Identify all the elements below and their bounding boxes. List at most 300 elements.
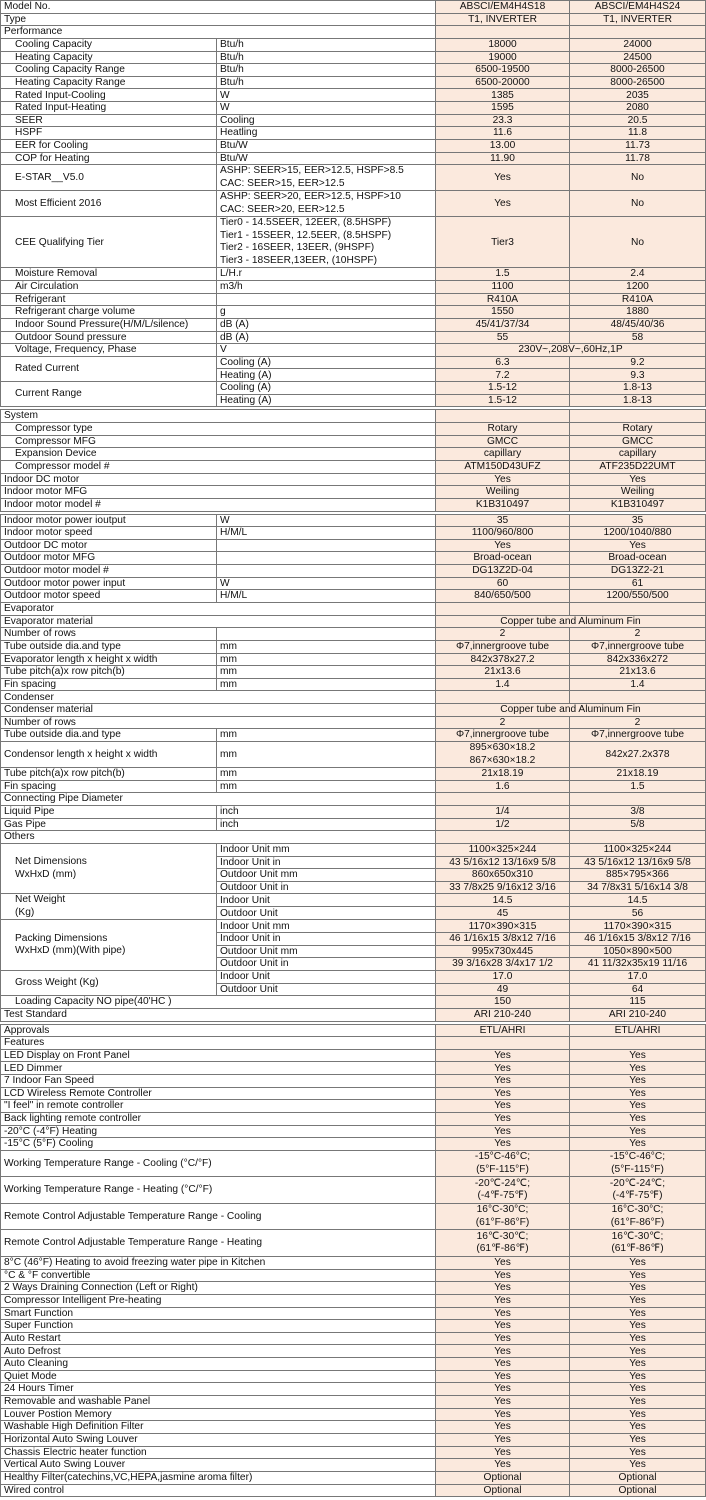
- row-label: CEE Qualifying Tier: [1, 217, 217, 268]
- table-row: [1, 577, 706, 590]
- cell-line: CAC: SEER>20, EER>12.5: [220, 203, 345, 215]
- table-row: [1, 831, 706, 844]
- value-model-b: ATF235D22UMT: [570, 460, 706, 473]
- table-row: [1, 1150, 706, 1177]
- table-row: [1, 653, 706, 666]
- row-unit: inch: [217, 805, 436, 818]
- row-label: Remote Control Adjustable Temperature Range - Heating: [1, 1230, 436, 1257]
- cell-line: (-4℉-75℉): [477, 1190, 528, 1202]
- row-unit: Heating (A): [217, 394, 436, 407]
- table-row: [1, 1100, 706, 1113]
- row-label: Evaporator length x height x width: [1, 653, 217, 666]
- value-model-a: 2: [436, 716, 570, 729]
- value-model-a: 1385: [436, 89, 570, 102]
- row-label: Healthy Filter(catechins,VC,HEPA,jasmine aroma filter): [1, 1471, 436, 1484]
- row-label: Wired control: [1, 1484, 436, 1497]
- value-model-b: 34 7/8x31 5/16x14 3/8: [570, 881, 706, 894]
- row-unit: mm: [217, 742, 436, 768]
- row-unit: mm: [217, 678, 436, 691]
- row-label: Compressor model #: [1, 460, 436, 473]
- row-label: Fin spacing: [1, 678, 217, 691]
- value-model-b: Yes: [570, 1320, 706, 1333]
- row-unit: Btu/h: [217, 38, 436, 51]
- value-model-a: K1B310497: [436, 498, 570, 511]
- row-unit: Outdoor Unit in: [217, 958, 436, 971]
- value-model-a: 45: [436, 907, 570, 920]
- value-model-a: Yes: [436, 1087, 570, 1100]
- cell-line: Tier1 - 15SEER, 12.5EER, (8.5HSPF): [220, 229, 392, 241]
- table-row: [1, 1075, 706, 1088]
- value-model-a: Yes: [436, 1100, 570, 1113]
- cell-line: (5°F-115°F): [476, 1163, 529, 1175]
- value-model-b: 20.5: [570, 114, 706, 127]
- row-unit: H/M/L: [217, 590, 436, 603]
- row-label: Indoor Sound Pressure(H/M/L/silence): [1, 318, 217, 331]
- row-label: Current Range: [1, 382, 217, 407]
- row-unit: W: [217, 89, 436, 102]
- empty-cell: [436, 602, 570, 615]
- table-row: [1, 1230, 706, 1257]
- value-model-b: Yes: [570, 1345, 706, 1358]
- cell-line: CAC: SEER>15, EER>12.5: [220, 177, 345, 189]
- table-row: [1, 716, 706, 729]
- value-model-b: Yes: [570, 1269, 706, 1282]
- value-model-a: Φ7,innergroove tube: [436, 729, 570, 742]
- row-label: Type: [1, 13, 436, 26]
- table-row: [1, 1471, 706, 1484]
- value-model-a: 1/4: [436, 805, 570, 818]
- cell-line: 16°C-30°C;: [476, 1204, 529, 1216]
- table-row: [1, 1446, 706, 1459]
- value-model-a: Yes: [436, 1421, 570, 1434]
- model-b-header: ABSCI/EM4H4S24: [570, 1, 706, 14]
- table-row: [1, 1358, 706, 1371]
- value-model-a: GMCC: [436, 435, 570, 448]
- value-model-b: K1B310497: [570, 498, 706, 511]
- row-label: Indoor motor speed: [1, 527, 217, 540]
- empty-cell: [436, 26, 570, 39]
- table-row: [1, 666, 706, 679]
- row-label: Outdoor DC motor: [1, 539, 217, 552]
- value-model-b: 8000-26500: [570, 76, 706, 89]
- value-model-b: 2035: [570, 89, 706, 102]
- value-model-a: 45/41/37/34: [436, 318, 570, 331]
- value-model-b: No: [570, 165, 706, 191]
- table-row: [1, 1370, 706, 1383]
- row-unit: Indoor Unit mm: [217, 920, 436, 933]
- row-unit: Outdoor Unit: [217, 907, 436, 920]
- value-model-b: 2.4: [570, 268, 706, 281]
- table-row: [1, 971, 706, 984]
- value-model-a: Tier3: [436, 217, 570, 268]
- table-row: [1, 1087, 706, 1100]
- row-label: Auto Cleaning: [1, 1358, 436, 1371]
- row-label: Loading Capacity NO pipe(40'HC ): [1, 996, 436, 1009]
- row-unit: Btu/h: [217, 51, 436, 64]
- row-label: Tube outside dia.and type: [1, 729, 217, 742]
- table-row: [1, 805, 706, 818]
- table-row: [1, 127, 706, 140]
- row-label: Rated Input-Cooling: [1, 89, 217, 102]
- table-row: [1, 1008, 706, 1021]
- value-model-a: Yes: [436, 539, 570, 552]
- row-label: Tube pitch(a)x row pitch(b): [1, 768, 217, 781]
- table-row: [1, 165, 706, 191]
- value-model-a: Yes: [436, 1358, 570, 1371]
- table-row: [1, 293, 706, 306]
- row-label: Air Circulation: [1, 280, 217, 293]
- table-row: [1, 527, 706, 540]
- table-row: [1, 602, 706, 615]
- row-label: LED Dimmer: [1, 1062, 436, 1075]
- value-model-a: 6500-20000: [436, 76, 570, 89]
- value-model-a: 1.4: [436, 678, 570, 691]
- cell-line: -20℃-24℃;: [609, 1177, 666, 1189]
- value-model-a: 1/2: [436, 818, 570, 831]
- value-model-b: 24500: [570, 51, 706, 64]
- row-unit: dB (A): [217, 318, 436, 331]
- table-row: [1, 1332, 706, 1345]
- value-model-a: 35: [436, 514, 570, 527]
- value-model-a: Yes: [436, 165, 570, 191]
- value-model-a: 55: [436, 331, 570, 344]
- section-heading: Connecting Pipe Diameter: [1, 793, 436, 806]
- table-row: [1, 64, 706, 77]
- row-label: Cooling Capacity Range: [1, 64, 217, 77]
- value-model-b: Yes: [570, 1294, 706, 1307]
- value-model-b: 1050×890×500: [570, 945, 706, 958]
- value-model-a: 21x18.19: [436, 768, 570, 781]
- row-label: Indoor DC motor: [1, 473, 436, 486]
- row-unit: Indoor Unit in: [217, 933, 436, 946]
- cell-line: (61°F-86°F): [610, 1216, 665, 1228]
- value-model-a: 19000: [436, 51, 570, 64]
- table-row: [1, 843, 706, 856]
- value-model-b: 1170×390×315: [570, 920, 706, 933]
- section-heading: Performance: [1, 26, 436, 39]
- row-label: Vertical Auto Swing Louver: [1, 1459, 436, 1472]
- value-model-b: 21x13.6: [570, 666, 706, 679]
- row-label: Most Efficient 2016: [1, 191, 217, 217]
- value-model-a: T1, INVERTER: [436, 13, 570, 26]
- value-model-b: 115: [570, 996, 706, 1009]
- value-model-b: Yes: [570, 1421, 706, 1434]
- value-model-a: 1.6: [436, 780, 570, 793]
- value-model-a: [436, 742, 570, 768]
- cell-line: Net Dimensions: [15, 856, 87, 868]
- row-unit: L/H.r: [217, 268, 436, 281]
- row-label: 24 Hours Timer: [1, 1383, 436, 1396]
- value-model-b: No: [570, 191, 706, 217]
- value-model-a: 860x650x310: [436, 869, 570, 882]
- value-model-a: 1.5-12: [436, 382, 570, 395]
- table-row: [1, 38, 706, 51]
- row-label: Removable and washable Panel: [1, 1396, 436, 1409]
- table-row: [1, 996, 706, 1009]
- cell-line: 16℃-30℃;: [476, 1230, 529, 1242]
- value-model-b: [570, 1230, 706, 1257]
- row-label: Compressor Intelligent Pre-heating: [1, 1294, 436, 1307]
- value-model-b: Yes: [570, 1396, 706, 1409]
- row-unit: Indoor Unit mm: [217, 843, 436, 856]
- cell-line: ASHP: SEER>20, EER>12.5, HSPF>10: [220, 191, 401, 203]
- row-unit: Indoor Unit in: [217, 856, 436, 869]
- value-model-a: DG13Z2D-04: [436, 565, 570, 578]
- table-row: [1, 1459, 706, 1472]
- table-row: [1, 565, 706, 578]
- empty-cell: [570, 793, 706, 806]
- table-row: [1, 1421, 706, 1434]
- row-unit: [217, 565, 436, 578]
- row-unit: [217, 552, 436, 565]
- value-model-b: [570, 1203, 706, 1230]
- cell-line: WxHxD (mm)(With pipe): [15, 945, 126, 957]
- row-label: Outdoor Sound pressure: [1, 331, 217, 344]
- value-model-a: Yes: [436, 1408, 570, 1421]
- row-unit: [217, 293, 436, 306]
- value-model-a: 842x378x27.2: [436, 653, 570, 666]
- value-model-b: 1880: [570, 306, 706, 319]
- row-label: Indoor motor MFG: [1, 486, 436, 499]
- value-model-a: 1100/960/800: [436, 527, 570, 540]
- row-unit: Cooling (A): [217, 382, 436, 395]
- row-label: Fin spacing: [1, 780, 217, 793]
- table-row: [1, 268, 706, 281]
- value-model-a: Yes: [436, 1307, 570, 1320]
- table-row: [1, 742, 706, 768]
- value-model-a: 1.5-12: [436, 394, 570, 407]
- table-row: [1, 498, 706, 511]
- cell-line: Packing Dimensions: [15, 932, 108, 944]
- value-model-a: 840/650/500: [436, 590, 570, 603]
- table-row: [1, 140, 706, 153]
- value-model-a: 1550: [436, 306, 570, 319]
- value-model-b: Yes: [570, 539, 706, 552]
- value-model-a: 14.5: [436, 894, 570, 907]
- value-model-b: Yes: [570, 1138, 706, 1151]
- row-label: 2 Ways Draining Connection (Left or Right): [1, 1282, 436, 1295]
- table-row: [1, 89, 706, 102]
- table-row: [1, 590, 706, 603]
- value-shared: Copper tube and Aluminum Fin: [436, 704, 706, 717]
- value-model-b: 2: [570, 628, 706, 641]
- row-unit: inch: [217, 818, 436, 831]
- table-row: [1, 1484, 706, 1497]
- row-label: Evaporator material: [1, 615, 436, 628]
- row-label: Rated Input-Heating: [1, 102, 217, 115]
- table-row: [1, 678, 706, 691]
- table-row: [1, 1138, 706, 1151]
- value-model-b: Optional: [570, 1484, 706, 1497]
- row-label: LCD Wireless Remote Controller: [1, 1087, 436, 1100]
- value-model-a: [436, 1150, 570, 1177]
- group-label: Gross Weight (Kg): [1, 971, 217, 996]
- cell-line: (61℉-86℉): [611, 1243, 664, 1255]
- value-model-a: Yes: [436, 1332, 570, 1345]
- row-label: Refrigerant charge volume: [1, 306, 217, 319]
- row-label: Liquid Pipe: [1, 805, 217, 818]
- row-label: SEER: [1, 114, 217, 127]
- value-model-b: Yes: [570, 1049, 706, 1062]
- row-label: Test Standard: [1, 1008, 436, 1021]
- row-label: Compressor type: [1, 423, 436, 436]
- empty-cell: [570, 602, 706, 615]
- value-model-a: Weiling: [436, 486, 570, 499]
- value-model-b: 24000: [570, 38, 706, 51]
- value-model-b: Yes: [570, 1433, 706, 1446]
- empty-cell: [570, 691, 706, 704]
- row-label: EER for Cooling: [1, 140, 217, 153]
- value-model-b: 1100×325×244: [570, 843, 706, 856]
- table-row: [1, 448, 706, 461]
- table-row: [1, 628, 706, 641]
- row-label: -15°C (5°F) Cooling: [1, 1138, 436, 1151]
- table-row: [1, 486, 706, 499]
- value-model-a: 150: [436, 996, 570, 1009]
- table-row: [1, 217, 706, 268]
- row-unit: W: [217, 102, 436, 115]
- value-model-a: Yes: [436, 1138, 570, 1151]
- row-label: Condenser material: [1, 704, 436, 717]
- value-shared: Copper tube and Aluminum Fin: [436, 615, 706, 628]
- row-unit: Btu/W: [217, 140, 436, 153]
- row-unit: H/M/L: [217, 527, 436, 540]
- group-label: [1, 894, 217, 920]
- row-label: Number of rows: [1, 628, 217, 641]
- value-model-a: 6500-19500: [436, 64, 570, 77]
- row-label: Cooling Capacity: [1, 38, 217, 51]
- value-model-b: 885×795×366: [570, 869, 706, 882]
- row-unit: g: [217, 306, 436, 319]
- table-row: [1, 539, 706, 552]
- value-model-b: Rotary: [570, 423, 706, 436]
- table-row: [1, 615, 706, 628]
- row-unit: Outdoor Unit mm: [217, 945, 436, 958]
- empty-cell: [570, 831, 706, 844]
- table-row: [1, 102, 706, 115]
- row-unit: mm: [217, 768, 436, 781]
- row-unit: Indoor Unit: [217, 894, 436, 907]
- empty-cell: [436, 691, 570, 704]
- row-unit: Outdoor Unit in: [217, 881, 436, 894]
- table-row: [1, 704, 706, 717]
- table-row: [1, 114, 706, 127]
- cell-line: -15°C-46°C;: [609, 1151, 666, 1163]
- row-label: "I feel" in remote controller: [1, 1100, 436, 1113]
- table-row: [1, 1037, 706, 1050]
- table-row: [1, 818, 706, 831]
- value-model-b: 46 1/16x15 3/8x12 7/16: [570, 933, 706, 946]
- value-model-b: 43 5/16x12 13/16x9 5/8: [570, 856, 706, 869]
- value-model-a: 1.5: [436, 268, 570, 281]
- cell-line: Tier0 - 14.5SEER, 12EER, (8.5HSPF): [220, 217, 392, 229]
- table-row: [1, 1256, 706, 1269]
- table-row: [1, 51, 706, 64]
- empty-cell: [436, 1037, 570, 1050]
- value-model-b: GMCC: [570, 435, 706, 448]
- group-label: [1, 843, 217, 894]
- row-label: Horizontal Auto Swing Louver: [1, 1433, 436, 1446]
- row-label: 7 Indoor Fan Speed: [1, 1075, 436, 1088]
- row-unit: Cooling: [217, 114, 436, 127]
- row-label: Smart Function: [1, 1307, 436, 1320]
- value-model-b: 1.4: [570, 678, 706, 691]
- value-model-a: ATM150D43UFZ: [436, 460, 570, 473]
- value-model-a: Yes: [436, 1433, 570, 1446]
- row-unit: Cooling (A): [217, 356, 436, 369]
- table-row: [1, 768, 706, 781]
- row-label: Expansion Device: [1, 448, 436, 461]
- table-row: [1, 410, 706, 423]
- value-model-b: 9.2: [570, 356, 706, 369]
- row-label: °C & °F convertible: [1, 1269, 436, 1282]
- row-label: Quiet Mode: [1, 1370, 436, 1383]
- row-unit: [217, 217, 436, 268]
- cell-line: 16℃-30℃;: [611, 1230, 664, 1242]
- value-model-b: 5/8: [570, 818, 706, 831]
- value-model-a: ARI 210-240: [436, 1008, 570, 1021]
- value-model-a: 6.3: [436, 356, 570, 369]
- value-model-b: No: [570, 217, 706, 268]
- value-model-b: Yes: [570, 1446, 706, 1459]
- value-model-b: 1.8-13: [570, 382, 706, 395]
- empty-cell: [570, 1037, 706, 1050]
- cell-line: WxHxD (mm): [15, 868, 77, 880]
- cell-line: Tier2 - 16SEER, 13EER, (9HSPF): [220, 242, 375, 254]
- value-model-a: Optional: [436, 1471, 570, 1484]
- table-row: [1, 1203, 706, 1230]
- value-model-a: 11.90: [436, 152, 570, 165]
- row-label: COP for Heating: [1, 152, 217, 165]
- row-label: Indoor motor model #: [1, 498, 436, 511]
- table-row: [1, 152, 706, 165]
- value-model-b: Yes: [570, 1075, 706, 1088]
- row-unit: V: [217, 344, 436, 357]
- value-model-b: Yes: [570, 1256, 706, 1269]
- table-row: [1, 780, 706, 793]
- empty-cell: [570, 26, 706, 39]
- cell-line: (61°F-86°F): [475, 1216, 530, 1228]
- value-model-a: R410A: [436, 293, 570, 306]
- row-unit: Heating (A): [217, 369, 436, 382]
- value-model-b: Yes: [570, 1307, 706, 1320]
- row-label: Working Temperature Range - Cooling (°C/°F): [1, 1150, 436, 1177]
- value-model-a: 1100: [436, 280, 570, 293]
- table-row: [1, 280, 706, 293]
- value-model-a: 11.6: [436, 127, 570, 140]
- value-model-b: 11.8: [570, 127, 706, 140]
- table-row: [1, 344, 706, 357]
- value-model-a: 43 5/16x12 13/16x9 5/8: [436, 856, 570, 869]
- row-unit: Indoor Unit: [217, 971, 436, 984]
- value-model-a: Yes: [436, 1459, 570, 1472]
- cell-line: (Kg): [15, 906, 35, 918]
- cell-line: -15°C-46°C;: [474, 1151, 531, 1163]
- value-model-a: Yes: [436, 473, 570, 486]
- cell-line: (5°F-115°F): [611, 1163, 664, 1175]
- row-label: 8°C (46°F) Heating to avoid freezing water pipe in Kitchen: [1, 1256, 436, 1269]
- table-row: [1, 793, 706, 806]
- value-model-b: 1200/1040/880: [570, 527, 706, 540]
- value-model-a: 13.00: [436, 140, 570, 153]
- row-label: Number of rows: [1, 716, 436, 729]
- row-label: Washable High Definition Filter: [1, 1421, 436, 1434]
- value-model-a: 39 3/16x28 3/4x17 1/2: [436, 958, 570, 971]
- value-model-b: 21x18.19: [570, 768, 706, 781]
- value-model-a: Yes: [436, 1256, 570, 1269]
- cell-line: 867×630×18.2: [469, 754, 536, 766]
- value-model-b: 842x336x272: [570, 653, 706, 666]
